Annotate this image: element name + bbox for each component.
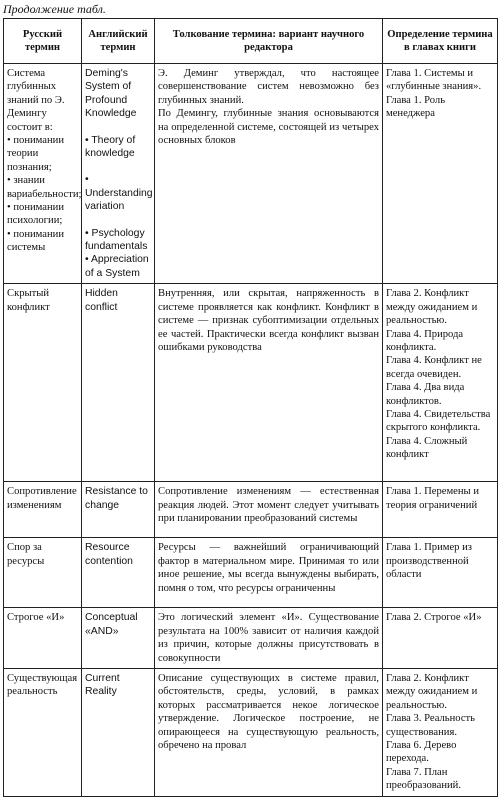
interpretation-paragraph: Описание существующих в системе правил, обстоятельств, среды, условий, в рамках которых рассматривается некое логическое утверждение. Логическое построение, не опирающееся на существующую реальность, обречено на провал: [158, 672, 379, 751]
definition-line: Глава 2. Строгое «И»: [386, 612, 482, 624]
cell-definition: [383, 668, 498, 796]
term-line: Conceptual «AND»: [85, 612, 138, 637]
definition-line: Глава 4. Свидетельства скрытого конфликта.: [386, 408, 491, 434]
header-interpretation: Толкование термина: вариант научного редактора: [155, 19, 383, 64]
interpretation-paragraph: Это логический элемент «И». Существование результата на 100% зависит от наличия каждой из причин, которые должны присутствовать в совокупности: [158, 612, 379, 664]
cell-english-term: [82, 482, 155, 538]
table-row: [4, 482, 498, 538]
definition-line: Глава 6. Дерево перехода.: [386, 739, 457, 765]
interpretation-paragraph: Ресурсы — важнейший ограничивающий фактор в материальном мире. Принимая то или иное решение, мы всегда вынуждены выбирать, помня о том, что ресурсы ограниченны: [158, 542, 379, 594]
term-line: Hidden conflict: [85, 288, 118, 313]
term-line: • понимании теории познания;: [7, 135, 65, 173]
cell-russian-term: [4, 64, 82, 284]
terms-table: [3, 18, 498, 797]
definition-line: Глава 1. Системы и «глубинные знания».: [386, 68, 482, 93]
cell-russian-term: [4, 608, 82, 669]
table-header-row: [4, 19, 498, 64]
cell-english-term: [82, 608, 155, 669]
cell-russian-term: [4, 482, 82, 538]
cell-english-term: [82, 668, 155, 796]
definition-line: Глава 4. Два вида конфликтов.: [386, 382, 465, 407]
table-row: [4, 668, 498, 796]
term-line: Существующая реальность: [7, 672, 78, 698]
term-line: Deming's System of Profound Knowledge: [85, 68, 137, 120]
cell-definition: [383, 284, 498, 482]
cell-definition: [383, 538, 498, 608]
interpretation-paragraph: Сопротивление изменениям — естественная реакция людей. Этот момент следует учитывать при планировании преобразований системы: [158, 486, 379, 525]
header-definition: Определение термина в главах книги: [383, 19, 498, 64]
term-line: • Theory of knowledge: [85, 134, 136, 160]
definition-line: Глава 4. Сложный конфликт: [386, 435, 468, 461]
cell-english-term: [82, 284, 155, 482]
cell-russian-term: [4, 538, 82, 608]
cell-russian-term: [4, 284, 82, 482]
cell-interpretation: [155, 668, 383, 796]
definition-line: Глава 7. План преобразований.: [386, 766, 461, 792]
cell-definition: [383, 482, 498, 538]
cell-russian-term: [4, 668, 82, 796]
definition-line: Глава 1. Перемены и теория ограничений: [386, 486, 479, 511]
cell-interpretation: [155, 538, 383, 608]
cell-interpretation: [155, 284, 383, 482]
cell-definition: [383, 608, 498, 669]
header-english-term: Английский термин: [82, 19, 155, 64]
definition-line: Глава 2. Конфликт между ожиданием и реальностью.: [386, 288, 478, 327]
definition-line: Глава 1. Пример из производственной области: [386, 542, 472, 581]
interpretation-paragraph: Внутренняя, или скрытая, напряженность в системе проявляется как конфликт. Конфликт в системе — признак субоптимизации отдельных ее частей. Практически всегда конфликт вызван ошибками руководства: [158, 288, 379, 353]
interpretation-paragraph: Э. Деминг утверждал, что настоящее совершенствование систем невозможно без глубинных знаний.: [158, 68, 379, 106]
definition-line: Глава 1. Роль менеджера: [386, 94, 446, 120]
term-line: • Appreciation of a System: [85, 254, 149, 279]
term-line: Resource contention: [85, 542, 133, 567]
term-line: • понимании системы: [7, 228, 65, 254]
term-line: Строгое «И»: [7, 612, 65, 624]
definition-line: Глава 4. Природа конфликта.: [386, 328, 464, 353]
term-line: Resistance to change: [85, 486, 148, 511]
table-continuation-caption: Продолжение табл.: [3, 2, 106, 16]
term-line: Current Reality: [85, 672, 120, 698]
term-line: Скрытый конфликт: [7, 288, 50, 313]
table-row: [4, 284, 498, 482]
term-line: Система глубинных знаний по Э. Демингу состоит в:: [7, 68, 65, 133]
term-line: • Psychology fundamentals: [85, 227, 148, 253]
definition-line: Глава 2. Конфликт между ожиданием и реальностью.: [386, 672, 478, 711]
interpretation-paragraph: По Демингу, глубинные знания основываются на определенной системе, состоящей из четырех основных блоков: [158, 108, 379, 147]
cell-interpretation: [155, 482, 383, 538]
table-row: [4, 538, 498, 608]
header-russian-term: Русский термин: [4, 19, 82, 64]
term-line: Спор за ресурсы: [7, 542, 45, 567]
term-line: • понимании психологии;: [7, 202, 65, 227]
term-line: • знании вариабельности;: [7, 175, 82, 200]
cell-interpretation: [155, 64, 383, 284]
table-row: [4, 64, 498, 284]
term-line: • Understanding variation: [85, 174, 153, 213]
definition-line: Глава 4. Конфликт не всегда очевиден.: [386, 355, 482, 380]
cell-english-term: [82, 64, 155, 284]
term-line: Сопротивление изменениям: [7, 486, 77, 511]
cell-interpretation: [155, 608, 383, 669]
cell-definition: [383, 64, 498, 284]
definition-line: Глава 3. Реальность существования.: [386, 713, 476, 738]
table-row: [4, 608, 498, 669]
cell-english-term: [82, 538, 155, 608]
